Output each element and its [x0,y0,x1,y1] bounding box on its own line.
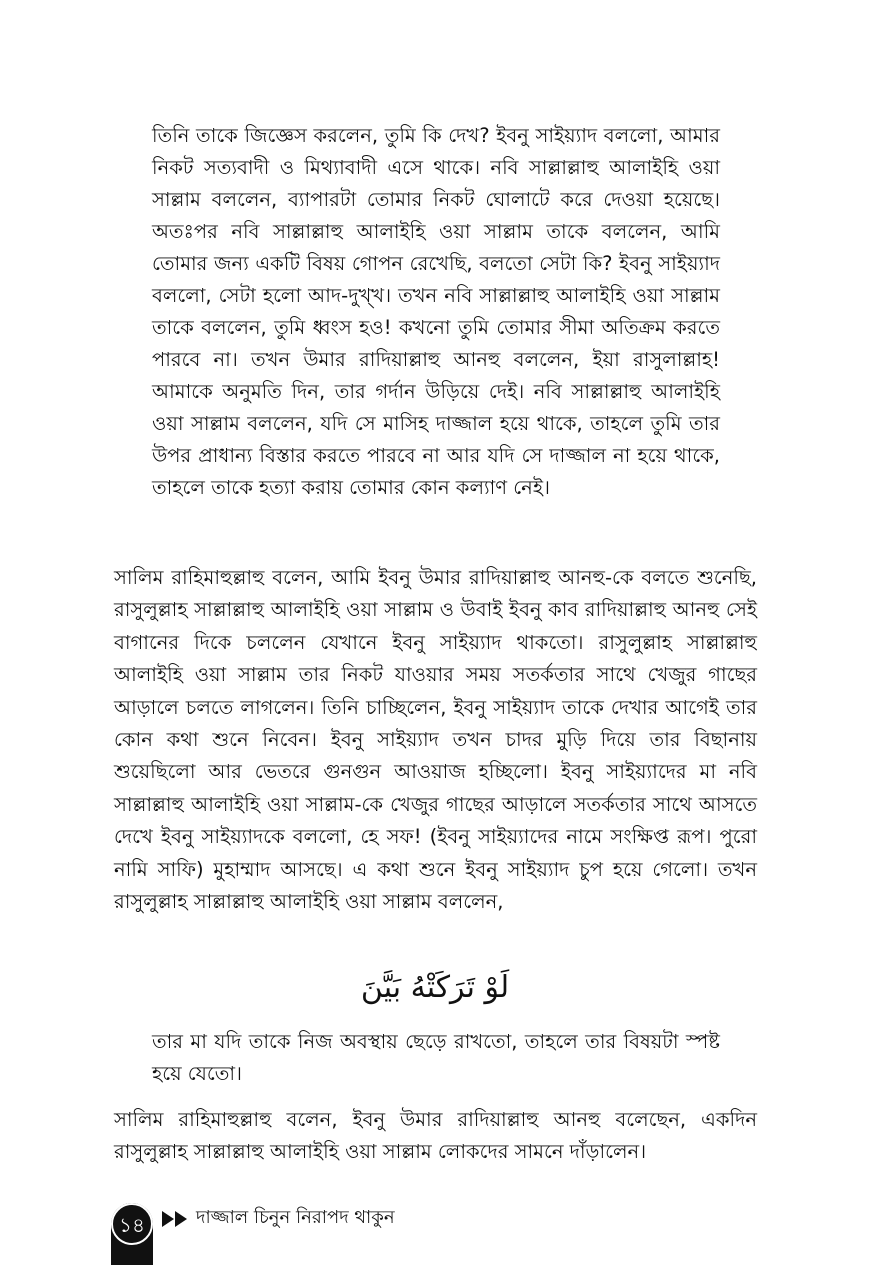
arabic-quote: لَوْ تَرَكَتْهُ بَيَّنَ [360,970,510,1005]
page-number-tab [111,1203,153,1265]
page-number: ১৪ [119,1213,145,1237]
body-paragraph-2: সালিম রাহিমাহুল্লাহু বলেন, ইবনু উমার রাদিয়াল্লাহু আনহু বলেছেন, একদিন রাসুলুল্লাহ সাল্লাল্লাহু আলাইহি ওয়া সাল্লাম লোকদের সামনে দাঁড়ালেন। [114,1108,757,1164]
running-footer-title: দাজ্জাল চিনুন নিরাপদ থাকুন [196,1207,395,1228]
body-paragraph-1: সালিম রাহিমাহুল্লাহু বলেন, আমি ইবনু উমার রাদিয়াল্লাহু আনহু-কে বলতে শুনেছি, রাসুলুল্লাহ সাল্লাল্লাহু আলাইহি ওয়া সাল্লাম ও উবাই ইবনু কাব রাদিয়াল্লাহু আনহু সেই বাগানের দিকে চললেন যেখানে ইবনু সাইয়্যাদ থাকতো। রাসুলুল্লাহ সাল্লাল্লাহু আলাইহি ওয়া সাল্লাম তার নিকট যাওয়ার সময় সতর্কতার সাথে খেজুর গাছের আড়ালে চলতে লাগলেন। তিনি চাচ্ছিলেন, ইবনু সাইয়্যাদ তাকে দেখার আগেই তার কোন কথা শুনে নিবেন। ইবনু সাইয়্যাদ তখন চাদর মুড়ি দিয়ে তার বিছানায় শুয়েছিলো আর ভেতরে গুনগুন আওয়াজ হচ্ছিলো। ইবনু সাইয়্যাদের মা নবি সাল্লাল্লাহু আলাইহি ওয়া সাল্লাম-কে খেজুর গাছের আড়ালে সতর্কতার সাথে আসতে দেখে ইবনু সাইয়্যাদকে বললো, হে সফ! (ইবনু সাইয়্যাদের নামে সংক্ষিপ্ত রূপ। পুরো নামি সাফি) মুহাম্মাদ আসছে। এ কথা শুনে ইবনু সাইয়্যাদ চুপ হয়ে গেলো। তখন রাসুলুল্লাহ সাল্লাল্লাহু আলাইহি ওয়া সাল্লাম বললেন, [114,566,757,914]
double-arrow-right-icon [161,1209,189,1229]
indented-quote-2: তার মা যদি তাকে নিজ অবস্থায় ছেড়ে রাখতো, তাহলে তার বিষয়টা স্পষ্ট হয়ে যেতো। [152,1030,720,1085]
indented-quote-1: তিনি তাকে জিজ্ঞেস করলেন, তুমি কি দেখ? ইবনু সাইয়্যাদ বললো, আমার নিকট সত্যবাদী ও মিথ্যাবাদী এসে থাকে। নবি সাল্লাল্লাহু আলাইহি ওয়া সাল্লাম বললেন, ব্যাপারটা তোমার নিকট ঘোলাটে করে দেওয়া হয়েছে। অতঃপর নবি সাল্লাল্লাহু আলাইহি ওয়া সাল্লাম তাকে বললেন, আমি তোমার জন্য একটি বিষয় গোপন রেখেছি, বলতো সেটা কি? ইবনু সাইয়্যাদ বললো, সেটা হলো আদ-দুখ্‌খ। তখন নবি সাল্লাল্লাহু আলাইহি ওয়া সাল্লাম তাকে বললেন, তুমি ধ্বংস হও! কখনো তুমি তোমার সীমা অতিক্রম করতে পারবে না। তখন উমার রাদিয়াল্লাহু আনহু বললেন, ইয়া রাসুলাল্লাহ! আমাকে অনুমতি দিন, তার গর্দান উড়িয়ে দেই। নবি সাল্লাল্লাহু আলাইহি ওয়া সাল্লাম বললেন, যদি সে মাসিহ দাজ্জাল হয়ে থাকে, তাহলে তুমি তার উপর প্রাধান্য বিস্তার করতে পারবে না আর যদি সে দাজ্জাল না হয়ে থাকে, তাহলে তাকে হত্যা করায় তোমার কোন কল্যাণ নেই। [152,124,720,499]
